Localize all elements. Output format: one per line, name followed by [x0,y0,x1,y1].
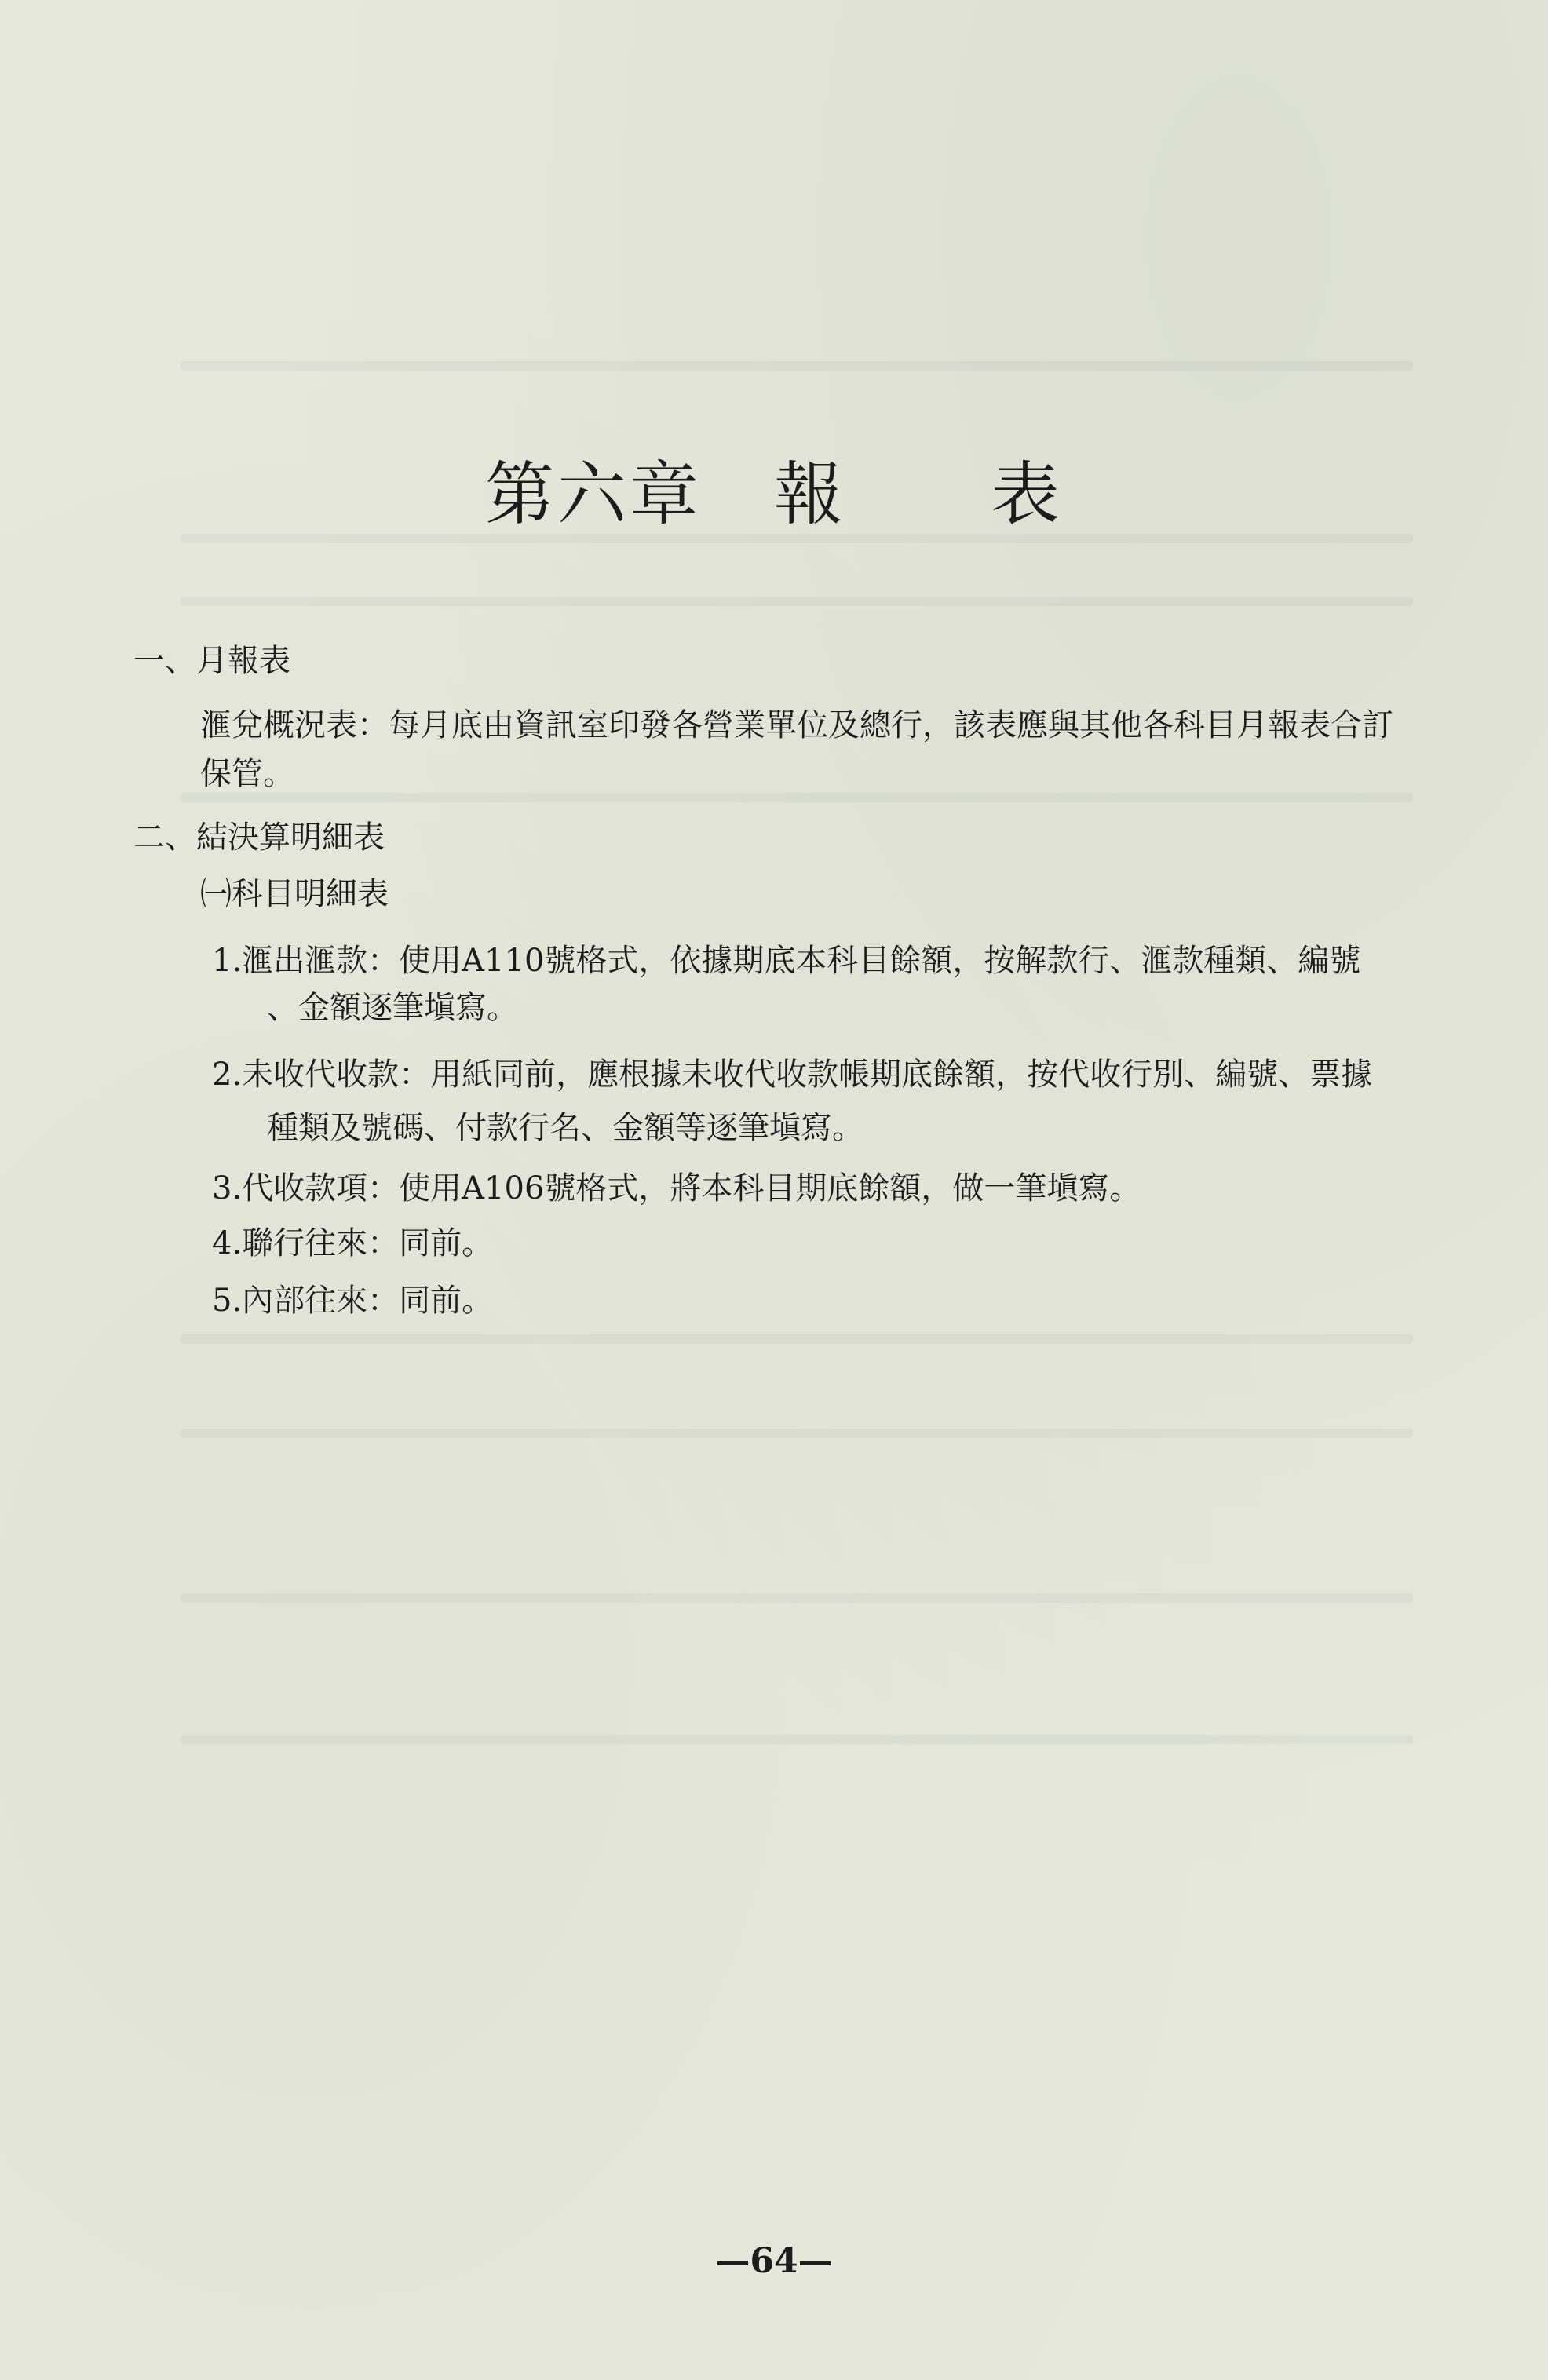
bleed-through-line [181,1593,1413,1603]
paragraph-line: 保管。 [200,756,294,792]
list-item-line: 3.代收款項：使用A106號格式，將本科目期底餘額，做一筆塡寫。 [212,1170,1141,1206]
bleed-through-line [181,1735,1413,1744]
page-number: —64— [715,2241,833,2281]
bleed-through-line [181,361,1413,371]
list-item-line: 5.內部往來：同前。 [212,1283,494,1319]
list-item-line: 1.滙出滙款：使用A110號格式，依據期底本科目餘額，按解款行、滙款種類、編號 [212,943,1361,979]
sub-heading-account-details: ㈠科目明細表 [200,876,389,912]
bleed-through-line [181,597,1413,606]
list-item-line: 種類及號碼、付款行名、金額等逐筆塡寫。 [267,1110,863,1146]
section-heading-settlement-details: 二、結決算明細表 [133,819,385,856]
list-item-line: 、金額逐筆塡寫。 [267,990,518,1026]
section-heading-monthly-report: 一、月報表 [133,643,290,679]
list-item-line: 2.未收代收款：用紙同前，應根據未收代收款帳期底餘額，按代收行別、編號、票據 [212,1057,1373,1093]
bleed-through-line [181,1334,1413,1344]
list-item-line: 4.聯行往來：同前。 [212,1225,494,1261]
chapter-title: 第六章 報 表 [484,454,1063,535]
bleed-through-line [181,793,1413,802]
paragraph-line: 滙兌概況表：每月底由資訊室印發各營業單位及總行，該表應與其他各科目月報表合訂 [200,707,1393,743]
bleed-through-line [181,1429,1413,1438]
